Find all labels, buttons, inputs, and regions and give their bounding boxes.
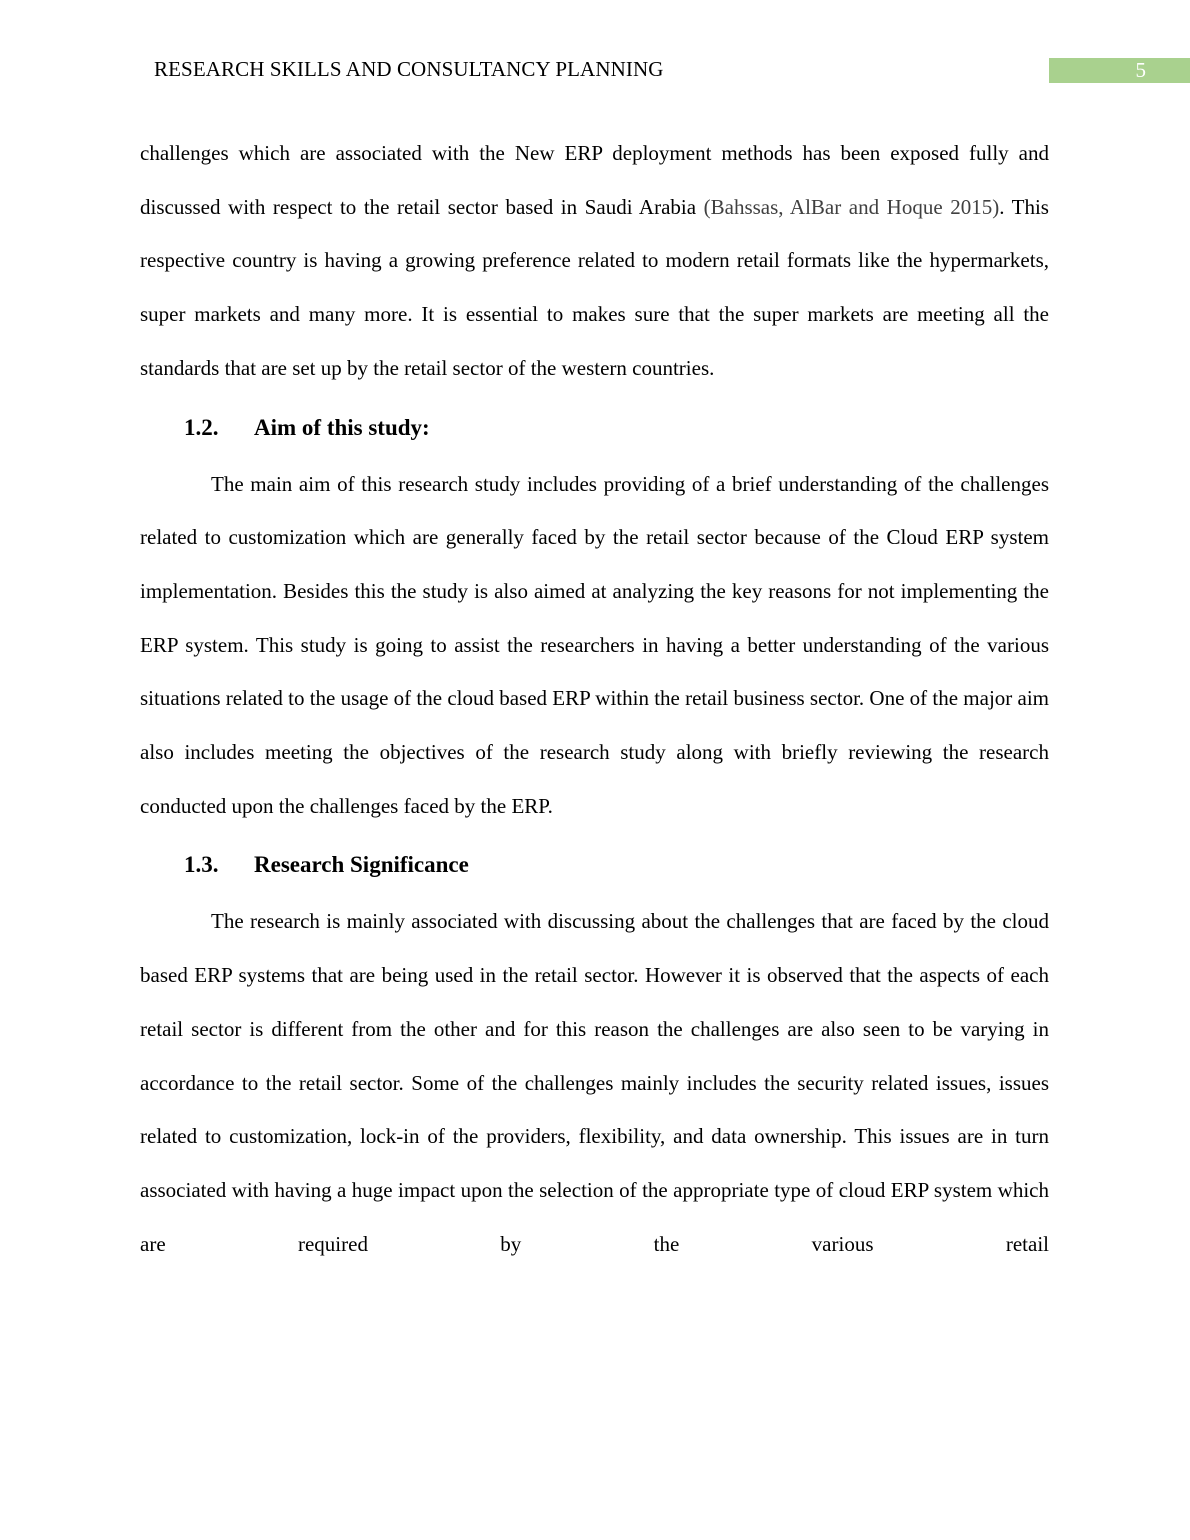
intro-text-start: challenges which are associated with the New ERP deployment methods has been exposed fully and discussed with respect to the retail sector based in Saudi Arabia — [140, 141, 1049, 219]
document-body — [140, 127, 1049, 1271]
section-heading-significance — [140, 850, 1049, 880]
significance-paragraph: The research is mainly associated with discussing about the challenges that are faced by the cloud based ERP systems that are being used in the retail sector. However it is observed that the aspects of each retail sector is different from the other and for this reason the challenges are also seen to be varying in accordance to the retail sector. Some of the challenges mainly includes the security related issues, issues related to customization, lock-in of the providers, flexibility, and data ownership. This issues are in turn associated with having a huge impact upon the selection of the appropriate type of cloud ERP system which are required by the various retail — [140, 909, 1049, 1256]
section-number: 1.3. — [184, 852, 219, 878]
section-heading-aim — [140, 413, 1049, 443]
intro-paragraph — [140, 127, 1049, 396]
section-title: Aim of this study: — [254, 414, 430, 440]
page-number: 5 — [1135, 58, 1146, 82]
section-number: 1.2. — [184, 414, 219, 440]
running-head: RESEARCH SKILLS AND CONSULTANCY PLANNING — [154, 57, 664, 81]
section-title: Research Significance — [254, 852, 469, 878]
intro-text-end: . This respective country is having a growing preference related to modern retail formats like the hypermarkets, super markets and many more. It is essential to makes sure that the super markets are meeting all the standards that are set up by the retail sector of the western countries. — [140, 194, 1049, 380]
page-number-badge — [1049, 58, 1190, 83]
citation: (Bahssas, AlBar and Hoque 2015) — [703, 194, 1000, 219]
aim-paragraph: The main aim of this research study includes providing of a brief understanding of the challenges related to customization which are generally faced by the retail sector because of the Cloud ERP system implementation. Besides this the study is also aimed at analyzing the key reasons for not implementing the ERP system. This study is going to assist the researchers in having a better understanding of the various situations related to the usage of the cloud based ERP within the retail business sector. One of the major aim also includes meeting the objectives of the research study along with briefly reviewing the research conducted upon the challenges faced by the ERP. — [140, 471, 1050, 818]
